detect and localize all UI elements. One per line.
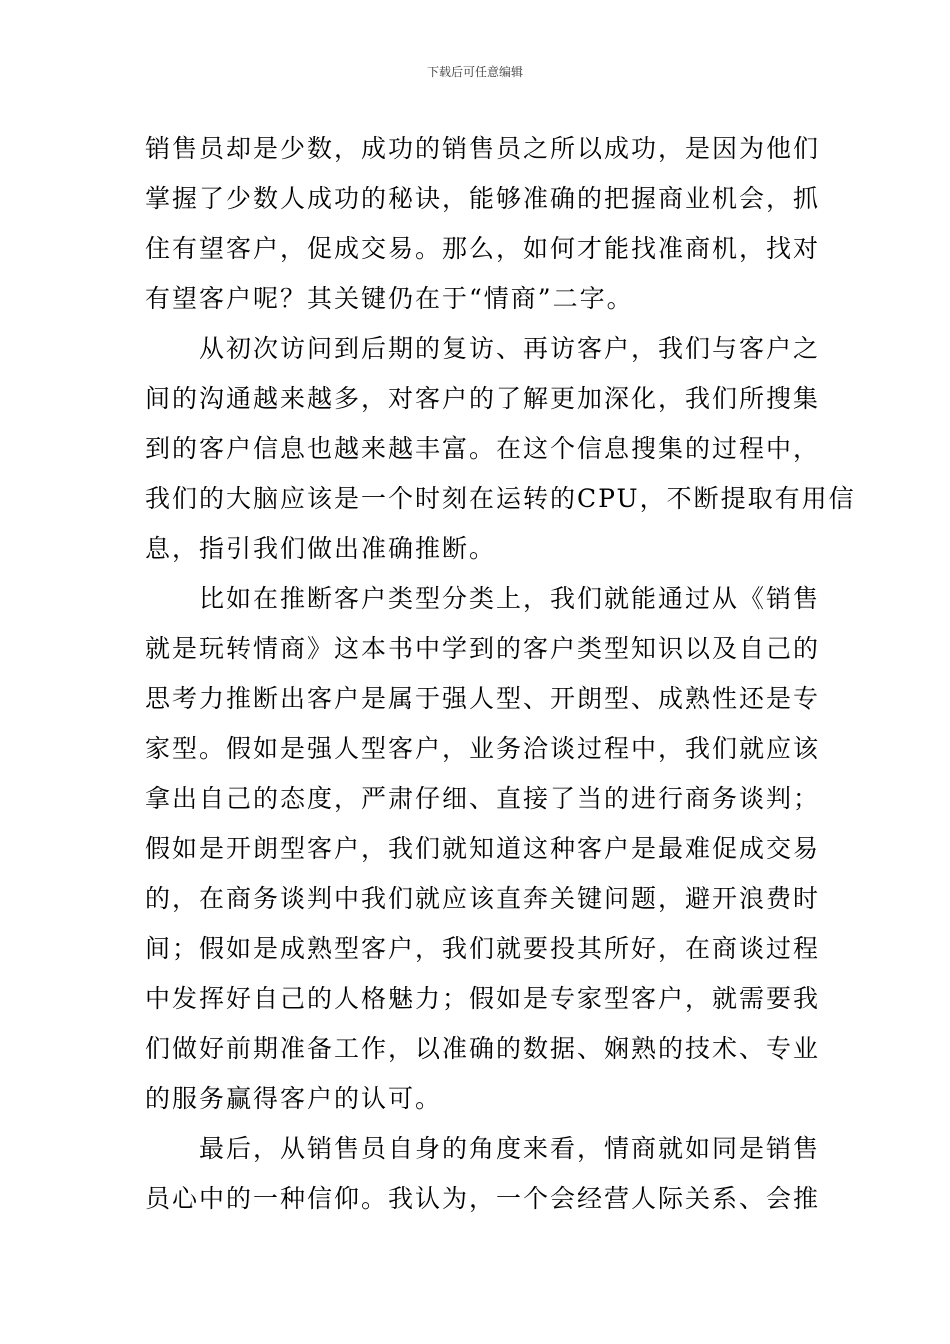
paragraph-line: 中发挥好自己的人格魅力；假如是专家型客户，就需要我: [145, 984, 821, 1013]
paragraph-1: [145, 124, 821, 324]
paragraph-line: 掌握了少数人成功的秘诀，能够准确的把握商业机会，抓: [145, 184, 821, 213]
paragraph-line: 的服务赢得客户的认可。: [145, 1084, 443, 1113]
paragraph-4: [145, 1124, 821, 1224]
paragraph-line: 间的沟通越来越多，对客户的了解更加深化，我们所搜集: [145, 384, 821, 413]
paragraph-line: 到的客户信息也越来越丰富。在这个信息搜集的过程中，: [145, 434, 821, 463]
page-header: [0, 64, 950, 80]
paragraph-line: 息，指引我们做出准确推断。: [145, 534, 497, 563]
paragraph-line: 家型。假如是强人型客户，业务洽谈过程中，我们就应该: [145, 734, 821, 763]
header-text: 下载后可任意编辑: [426, 65, 523, 79]
paragraph-line: 员心中的一种信仰。我认为，一个会经营人际关系、会推: [145, 1184, 821, 1213]
document-body: [145, 124, 856, 1224]
paragraph-line: 比如在推断客户类型分类上，我们就能通过从《销售: [199, 584, 821, 613]
paragraph-line: 们做好前期准备工作，以准确的数据、娴熟的技术、专业: [145, 1034, 821, 1063]
paragraph-2: [145, 324, 856, 574]
paragraph-line: 假如是开朗型客户，我们就知道这种客户是最难促成交易: [145, 834, 821, 863]
paragraph-line: 拿出自己的态度，严肃仔细、直接了当的进行商务谈判；: [145, 784, 821, 813]
paragraph-line: 销售员却是少数，成功的销售员之所以成功，是因为他们: [145, 134, 821, 163]
paragraph-line: 有望客户呢？其关键仍在于“情商”二字。: [145, 284, 634, 313]
paragraph-line: 的，在商务谈判中我们就应该直奔关键问题，避开浪费时: [145, 884, 821, 913]
paragraph-line: 思考力推断出客户是属于强人型、开朗型、成熟性还是专: [145, 684, 821, 713]
paragraph-line: 最后，从销售员自身的角度来看，情商就如同是销售: [199, 1134, 821, 1163]
paragraph-line: 间；假如是成熟型客户，我们就要投其所好，在商谈过程: [145, 934, 821, 963]
paragraph-3: [145, 574, 821, 1124]
paragraph-line: 就是玩转情商》这本书中学到的客户类型知识以及自己的: [145, 634, 821, 663]
paragraph-line: 住有望客户，促成交易。那么，如何才能找准商机，找对: [145, 234, 821, 263]
paragraph-line: 我们的大脑应该是一个时刻在运转的CPU，不断提取有用信: [145, 484, 856, 513]
paragraph-line: 从初次访问到后期的复访、再访客户，我们与客户之: [199, 334, 821, 363]
